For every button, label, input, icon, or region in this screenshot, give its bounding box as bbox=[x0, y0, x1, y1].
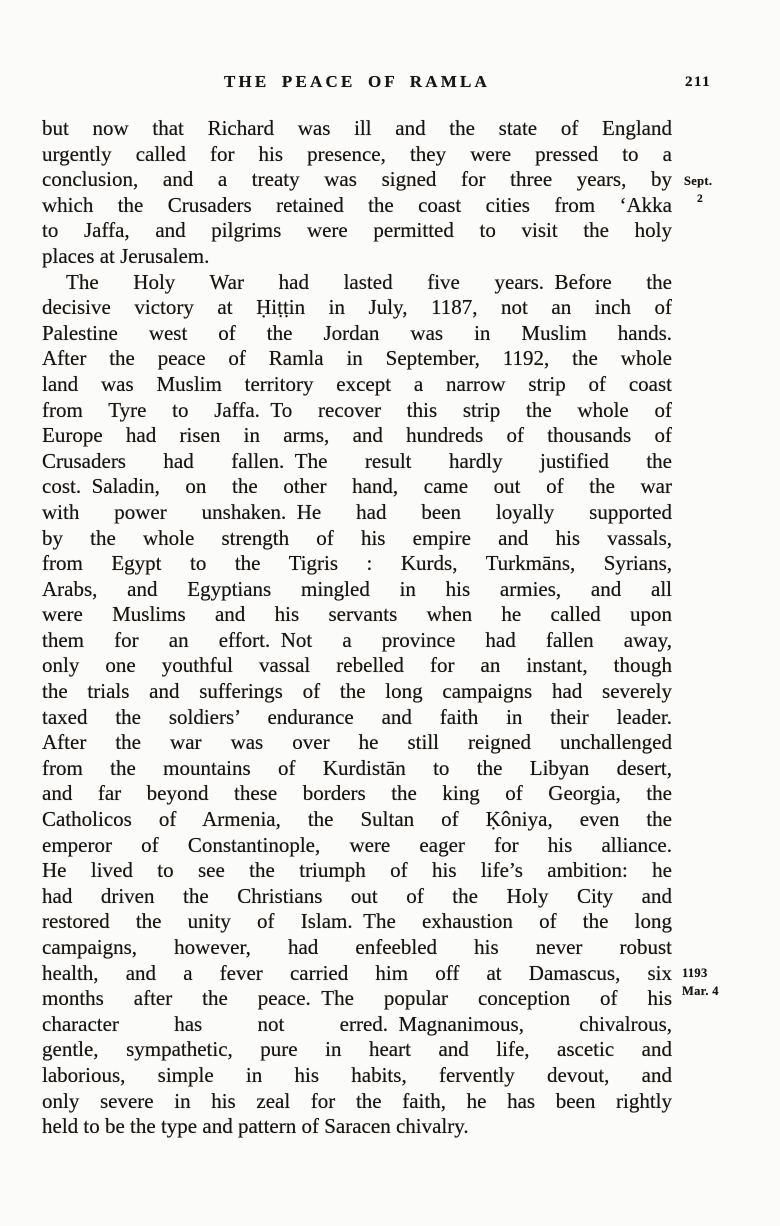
paragraph-treaty-conclusion bbox=[42, 116, 672, 270]
text-line: by the whole strength of his empire and his vassals, bbox=[42, 525, 672, 550]
text-line: gentle, sympathetic, pure in heart and life, ascetic and bbox=[42, 1037, 672, 1062]
text-line: cost. Saladin, on the other hand, came out of the war bbox=[42, 474, 672, 499]
text-line: them for an effort. Not a province had fallen away, bbox=[42, 627, 672, 652]
text-line: urgently called for his presence, they were pressed to a bbox=[42, 141, 672, 166]
text-line: emperor of Constantinople, were eager for his alliance. bbox=[42, 832, 672, 857]
text-line: The Holy War had lasted five years. Before the bbox=[66, 269, 672, 294]
text-line: were Muslims and his servants when he called upon bbox=[42, 602, 672, 627]
text-line: conclusion, and a treaty was signed for three years, by bbox=[42, 167, 672, 192]
text-line: to Jaffa, and pilgrims were permitted to visit the holy bbox=[42, 218, 672, 243]
margin-note-treaty-date bbox=[684, 172, 712, 208]
page-number: 211 bbox=[685, 74, 712, 90]
text-line: only one youthful vassal rebelled for an instant, though bbox=[42, 653, 672, 678]
text-line: taxed the soldiers’ endurance and faith in their leader. bbox=[42, 704, 672, 729]
text-line: but now that Richard was ill and the state of England bbox=[42, 116, 672, 140]
text-line: months after the peace. The popular conception of his bbox=[42, 986, 672, 1011]
text-line: which the Crusaders retained the coast cities from ‘Akka bbox=[42, 192, 672, 217]
text-line: campaigns, however, had enfeebled his never robust bbox=[42, 935, 672, 959]
text-line: the trials and sufferings of the long campaigns had severely bbox=[42, 679, 672, 704]
text-line: from Egypt to the Tigris : Kurds, Turkmāns, Syrians, bbox=[42, 551, 672, 576]
text-line: with power unshaken. He had been loyally supported bbox=[42, 499, 672, 524]
text-line: from Tyre to Jaffa. To recover this strip the whole of bbox=[42, 397, 672, 422]
text-line: health, and a fever carried him off at Damascus, six bbox=[42, 960, 672, 985]
text-line: After the war was over he still reigned unchallenged bbox=[42, 730, 672, 755]
text-line: Crusaders had fallen. The result hardly justified the bbox=[42, 448, 672, 473]
text-line: and far beyond these borders the king of Georgia, the bbox=[42, 781, 672, 806]
page-body bbox=[42, 116, 672, 1140]
text-line: land was Muslim territory except a narrow strip of coast bbox=[42, 371, 672, 396]
text-line: decisive victory at Ḥiṭṭin in July, 1187, not an inch of bbox=[42, 295, 672, 320]
text-line: character has not erred. Magnanimous, chivalrous, bbox=[42, 1011, 672, 1036]
margin-note-day: Mar. 4 bbox=[682, 984, 719, 998]
margin-note-month: Sept. bbox=[684, 174, 713, 188]
text-line: laborious, simple in his habits, fervently devout, and bbox=[42, 1062, 672, 1087]
text-line: Arabs, and Egyptians mingled in his armies, and all bbox=[42, 576, 672, 601]
text-line: Palestine west of the Jordan was in Muslim hands. bbox=[42, 320, 672, 345]
running-header bbox=[42, 72, 712, 96]
text-line: only severe in his zeal for the faith, he has been rightly bbox=[42, 1088, 672, 1113]
paragraph-holy-war-summary bbox=[42, 270, 672, 1140]
margin-note-death-date bbox=[682, 964, 719, 1000]
text-line: After the peace of Ramla in September, 1192, the whole bbox=[42, 346, 672, 371]
text-line: restored the unity of Islam. The exhaustion of the long bbox=[42, 909, 672, 934]
text-line: Catholicos of Armenia, the Sultan of Ḳôniya, even the bbox=[42, 807, 672, 832]
running-header-title: THE PEACE OF RAMLA bbox=[223, 72, 491, 91]
text-line: He lived to see the triumph of his life’s ambition: he bbox=[42, 858, 672, 883]
text-line: held to be the type and pattern of Saracen chivalry. bbox=[42, 1114, 469, 1139]
margin-note-day: 2 bbox=[697, 193, 704, 205]
margin-note-year: 1193 bbox=[682, 966, 708, 980]
text-line: Europe had risen in arms, and hundreds of thousands of bbox=[42, 423, 672, 448]
text-line: from the mountains of Kurdistān to the Libyan desert, bbox=[42, 755, 672, 780]
text-line: places at Jerusalem. bbox=[42, 243, 210, 268]
text-line: had driven the Christians out of the Holy City and bbox=[42, 883, 672, 908]
